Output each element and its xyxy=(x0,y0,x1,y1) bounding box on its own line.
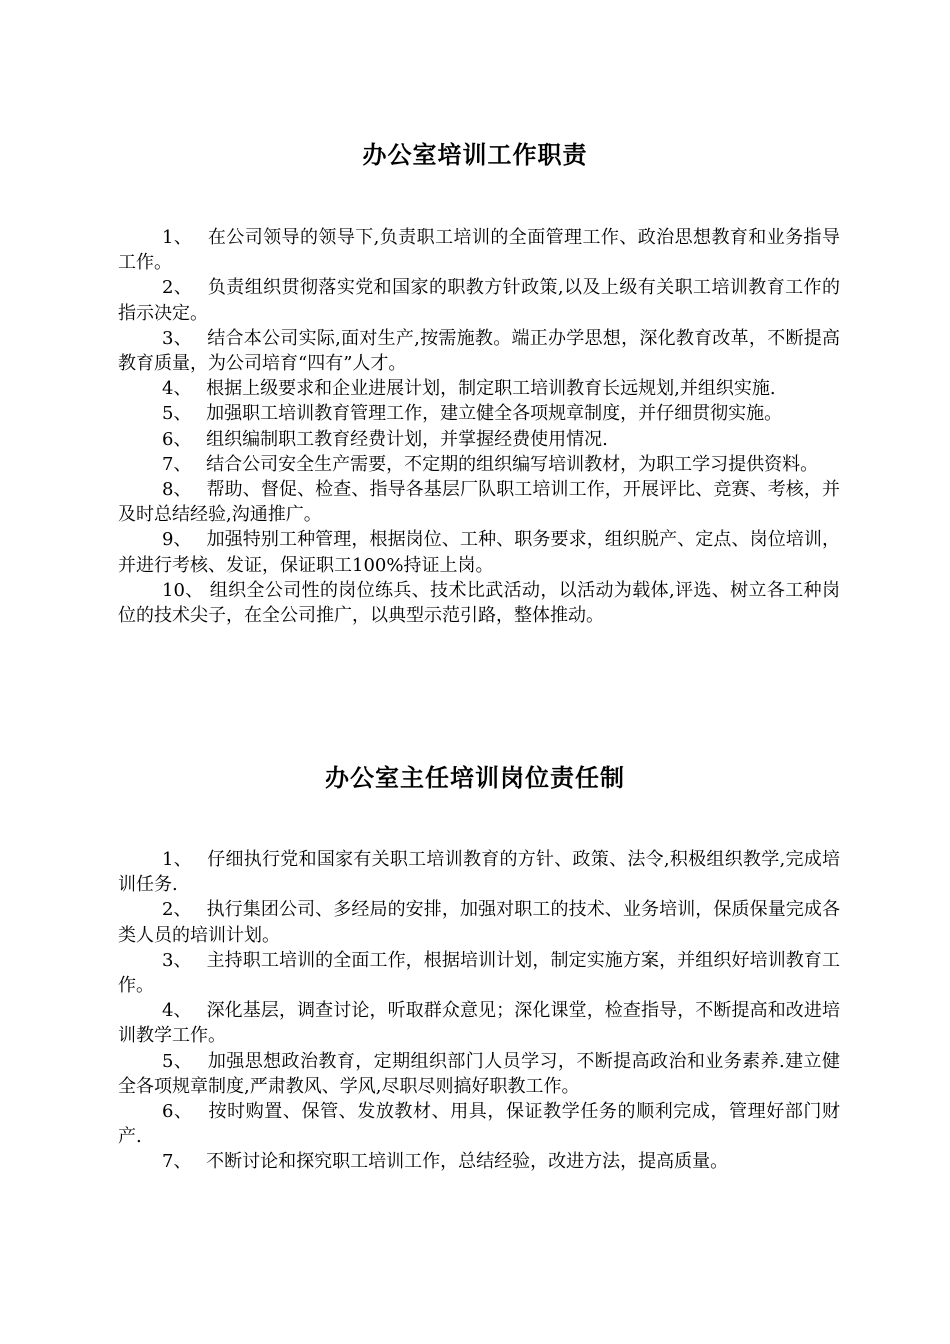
list-item: 7、 不断讨论和探究职工培训工作，总结经验，改进方法，提高质量。 xyxy=(162,1151,729,1173)
list-item: 5、 加强职工培训教育管理工作，建立健全各项规章制度，并仔细贯彻实施。 xyxy=(162,403,783,425)
director-duties-list xyxy=(118,847,840,1175)
list-item: 9、 加强特别工种管理，根据岗位、工种、职务要求，组织脱产、定点、岗位培训，并进行考核、发证，保证职工100%持证上岗。 xyxy=(118,529,840,576)
section-title-responsibilities: 办公室培训工作职责 xyxy=(362,141,588,169)
list-item: 3、 主持职工培训的全面工作，根据培训计划，制定实施方案，并组织好培训教育工作。 xyxy=(118,949,840,997)
responsibilities-list xyxy=(118,225,840,628)
list-item: 4、 根据上级要求和企业进展计划，制定职工培训教育长远规划,并组织实施. xyxy=(162,378,776,400)
section-title-director-duties: 办公室主任培训岗位责任制 xyxy=(325,764,625,792)
list-item: 1、 在公司领导的领导下,负责职工培训的全面管理工作、政治思想教育和业务指导工作。 xyxy=(118,227,840,274)
list-item: 3、 结合本公司实际,面对生产,按需施教。端正办学思想，深化教育改革，不断提高教育质量，为公司培育“四有”人才。 xyxy=(118,327,840,375)
list-item: 2、 执行集团公司、多经局的安排，加强对职工的技术、业务培训，保质保量完成各类人员的培训计划。 xyxy=(118,899,840,946)
list-item: 10、 组织全公司性的岗位练兵、技术比武活动，以活动为载体,评选、树立各工种岗位的技术尖子，在全公司推广，以典型示范引路，整体推动。 xyxy=(118,579,840,627)
list-item: 8、 帮助、督促、检查、指导各基层厂队职工培训工作，开展评比、竞赛、考核，并及时总结经验,沟通推广。 xyxy=(118,479,840,526)
list-item: 7、 结合公司安全生产需要，不定期的组织编写培训教材，为职工学习提供资料。 xyxy=(162,453,819,475)
list-item: 2、 负责组织贯彻落实党和国家的职教方针政策,以及上级有关职工培训教育工作的指示决定。 xyxy=(118,277,840,324)
list-item: 5、 加强思想政治教育，定期组织部门人员学习，不断提高政治和业务素养.建立健全各项规章制度,严肃教风、学风,尽职尽则搞好职教工作。 xyxy=(118,1050,840,1097)
list-item: 6、 按时购置、保管、发放教材、用具，保证教学任务的顺利完成，管理好部门财产. xyxy=(118,1101,840,1148)
list-item: 6、 组织编制职工教育经费计划，并掌握经费使用情况. xyxy=(162,428,608,450)
list-item: 4、 深化基层，调查讨论，听取群众意见；深化课堂，检查指导，不断提高和改进培训教学工作。 xyxy=(118,1000,840,1047)
list-item: 1、 仔细执行党和国家有关职工培训教育的方针、政策、法令,积极组织教学,完成培训任务. xyxy=(118,849,840,896)
